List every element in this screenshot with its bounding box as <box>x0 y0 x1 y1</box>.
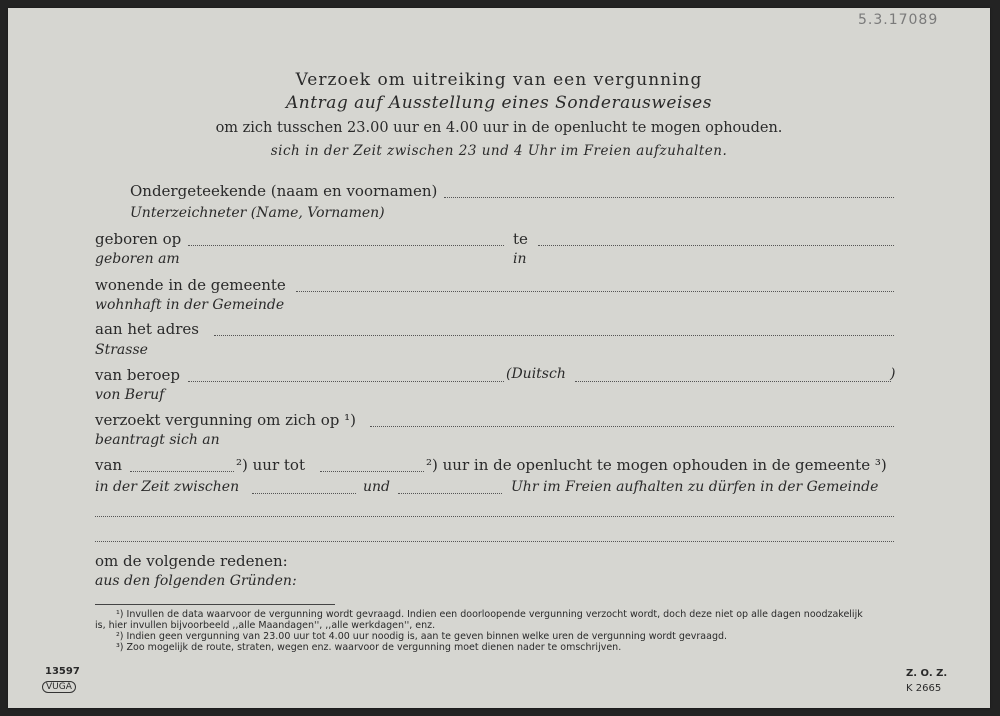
label-birthplace: te <box>513 230 528 248</box>
label-and-de: und <box>363 479 390 495</box>
label-residing: wonende in de gemeente <box>95 276 286 294</box>
label-profession: van beroep <box>95 366 181 384</box>
birthdate-field[interactable] <box>188 245 504 246</box>
profession-field[interactable] <box>188 381 504 382</box>
label-born-de: geboren am <box>95 251 180 267</box>
title-dutch: Verzoek om uitreiking van een vergunning <box>295 70 703 90</box>
label-hour-to: ²) uur tot <box>236 456 305 474</box>
footnote-1b: is, hier invullen bijvoorbeeld ,,alle Maandagen'', ,,alle werkdagen'', enz. <box>95 620 436 631</box>
zoz-mark: Z. O. Z. <box>906 668 948 679</box>
footnote-1a: ¹) Invullen de data waarvoor de vergunning wordt gevraagd. Indien een doorloopende vergunning verzocht wordt, doch deze niet op alle dagen noodzakelijk <box>116 609 863 620</box>
label-undersigned: Ondergeteekende (naam en voornamen) <box>130 182 438 200</box>
label-address-de: Strasse <box>95 342 148 358</box>
address-field[interactable] <box>214 335 894 336</box>
subtitle-dutch: om zich tusschen 23.00 uur en 4.00 uur in de openlucht te mogen ophouden. <box>215 120 783 136</box>
time-from-de-field[interactable] <box>252 493 356 494</box>
footnote-3: ³) Zoo mogelijk de route, straten, wegen enz. waarvoor de vergunning moet dienen nader te omschrijven. <box>116 642 622 653</box>
label-reasons-de: aus den folgenden Gründen: <box>95 573 297 589</box>
label-hour-outdoor: ²) uur in de openlucht te mogen ophouden in de gemeente ³) <box>426 456 887 474</box>
footnote-2: ²) Indien geen vergunning van 23.00 uur tot 4.00 uur noodig is, aan te geven binnen welke uren de vergunning wordt gevraagd. <box>116 631 728 642</box>
label-born: geboren op <box>95 230 182 248</box>
dates-field[interactable] <box>370 426 894 427</box>
time-to-field[interactable] <box>320 471 424 472</box>
label-profession-de: von Beruf <box>95 387 165 403</box>
profession-german-field[interactable] <box>575 381 891 382</box>
form-number: 13597 <box>45 666 80 677</box>
label-residing-de: wohnhaft in der Gemeinde <box>95 297 285 313</box>
printer-mark: VUGA <box>42 681 76 693</box>
title-german: Antrag auf Ausstellung eines Sonderausweises <box>286 93 712 113</box>
label-undersigned-de: Unterzeichneter (Name, Vornamen) <box>130 205 385 221</box>
time-to-de-field[interactable] <box>398 493 502 494</box>
label-address: aan het adres <box>95 320 199 338</box>
permit-form-card <box>8 8 990 708</box>
time-from-field[interactable] <box>130 471 234 472</box>
archive-number: 5.3.17089 <box>858 12 939 28</box>
label-birthplace-de: in <box>513 251 527 267</box>
label-german-close: ) <box>890 366 896 382</box>
label-german-open: (Duitsch <box>506 366 566 382</box>
label-from: van <box>95 456 123 474</box>
birthplace-field[interactable] <box>538 245 894 246</box>
undersigned-field[interactable] <box>444 197 894 198</box>
form-code: K 2665 <box>906 683 942 694</box>
label-reasons: om de volgende redenen: <box>95 552 288 570</box>
label-outdoor-de: Uhr im Freien aufhalten zu dürfen in der Gemeinde <box>511 479 879 495</box>
subtitle-german: sich in der Zeit zwischen 23 und 4 Uhr im Freien aufzuhalten. <box>270 143 728 159</box>
municipality-line-2[interactable] <box>95 541 894 542</box>
label-requests-de: beantragt sich an <box>95 432 220 448</box>
footnote-rule <box>95 604 335 605</box>
municipality-line-1[interactable] <box>95 516 894 517</box>
label-requests: verzoekt vergunning om zich op ¹) <box>95 411 356 429</box>
label-time-between-de: in der Zeit zwischen <box>95 479 240 495</box>
municipality-field[interactable] <box>296 291 894 292</box>
